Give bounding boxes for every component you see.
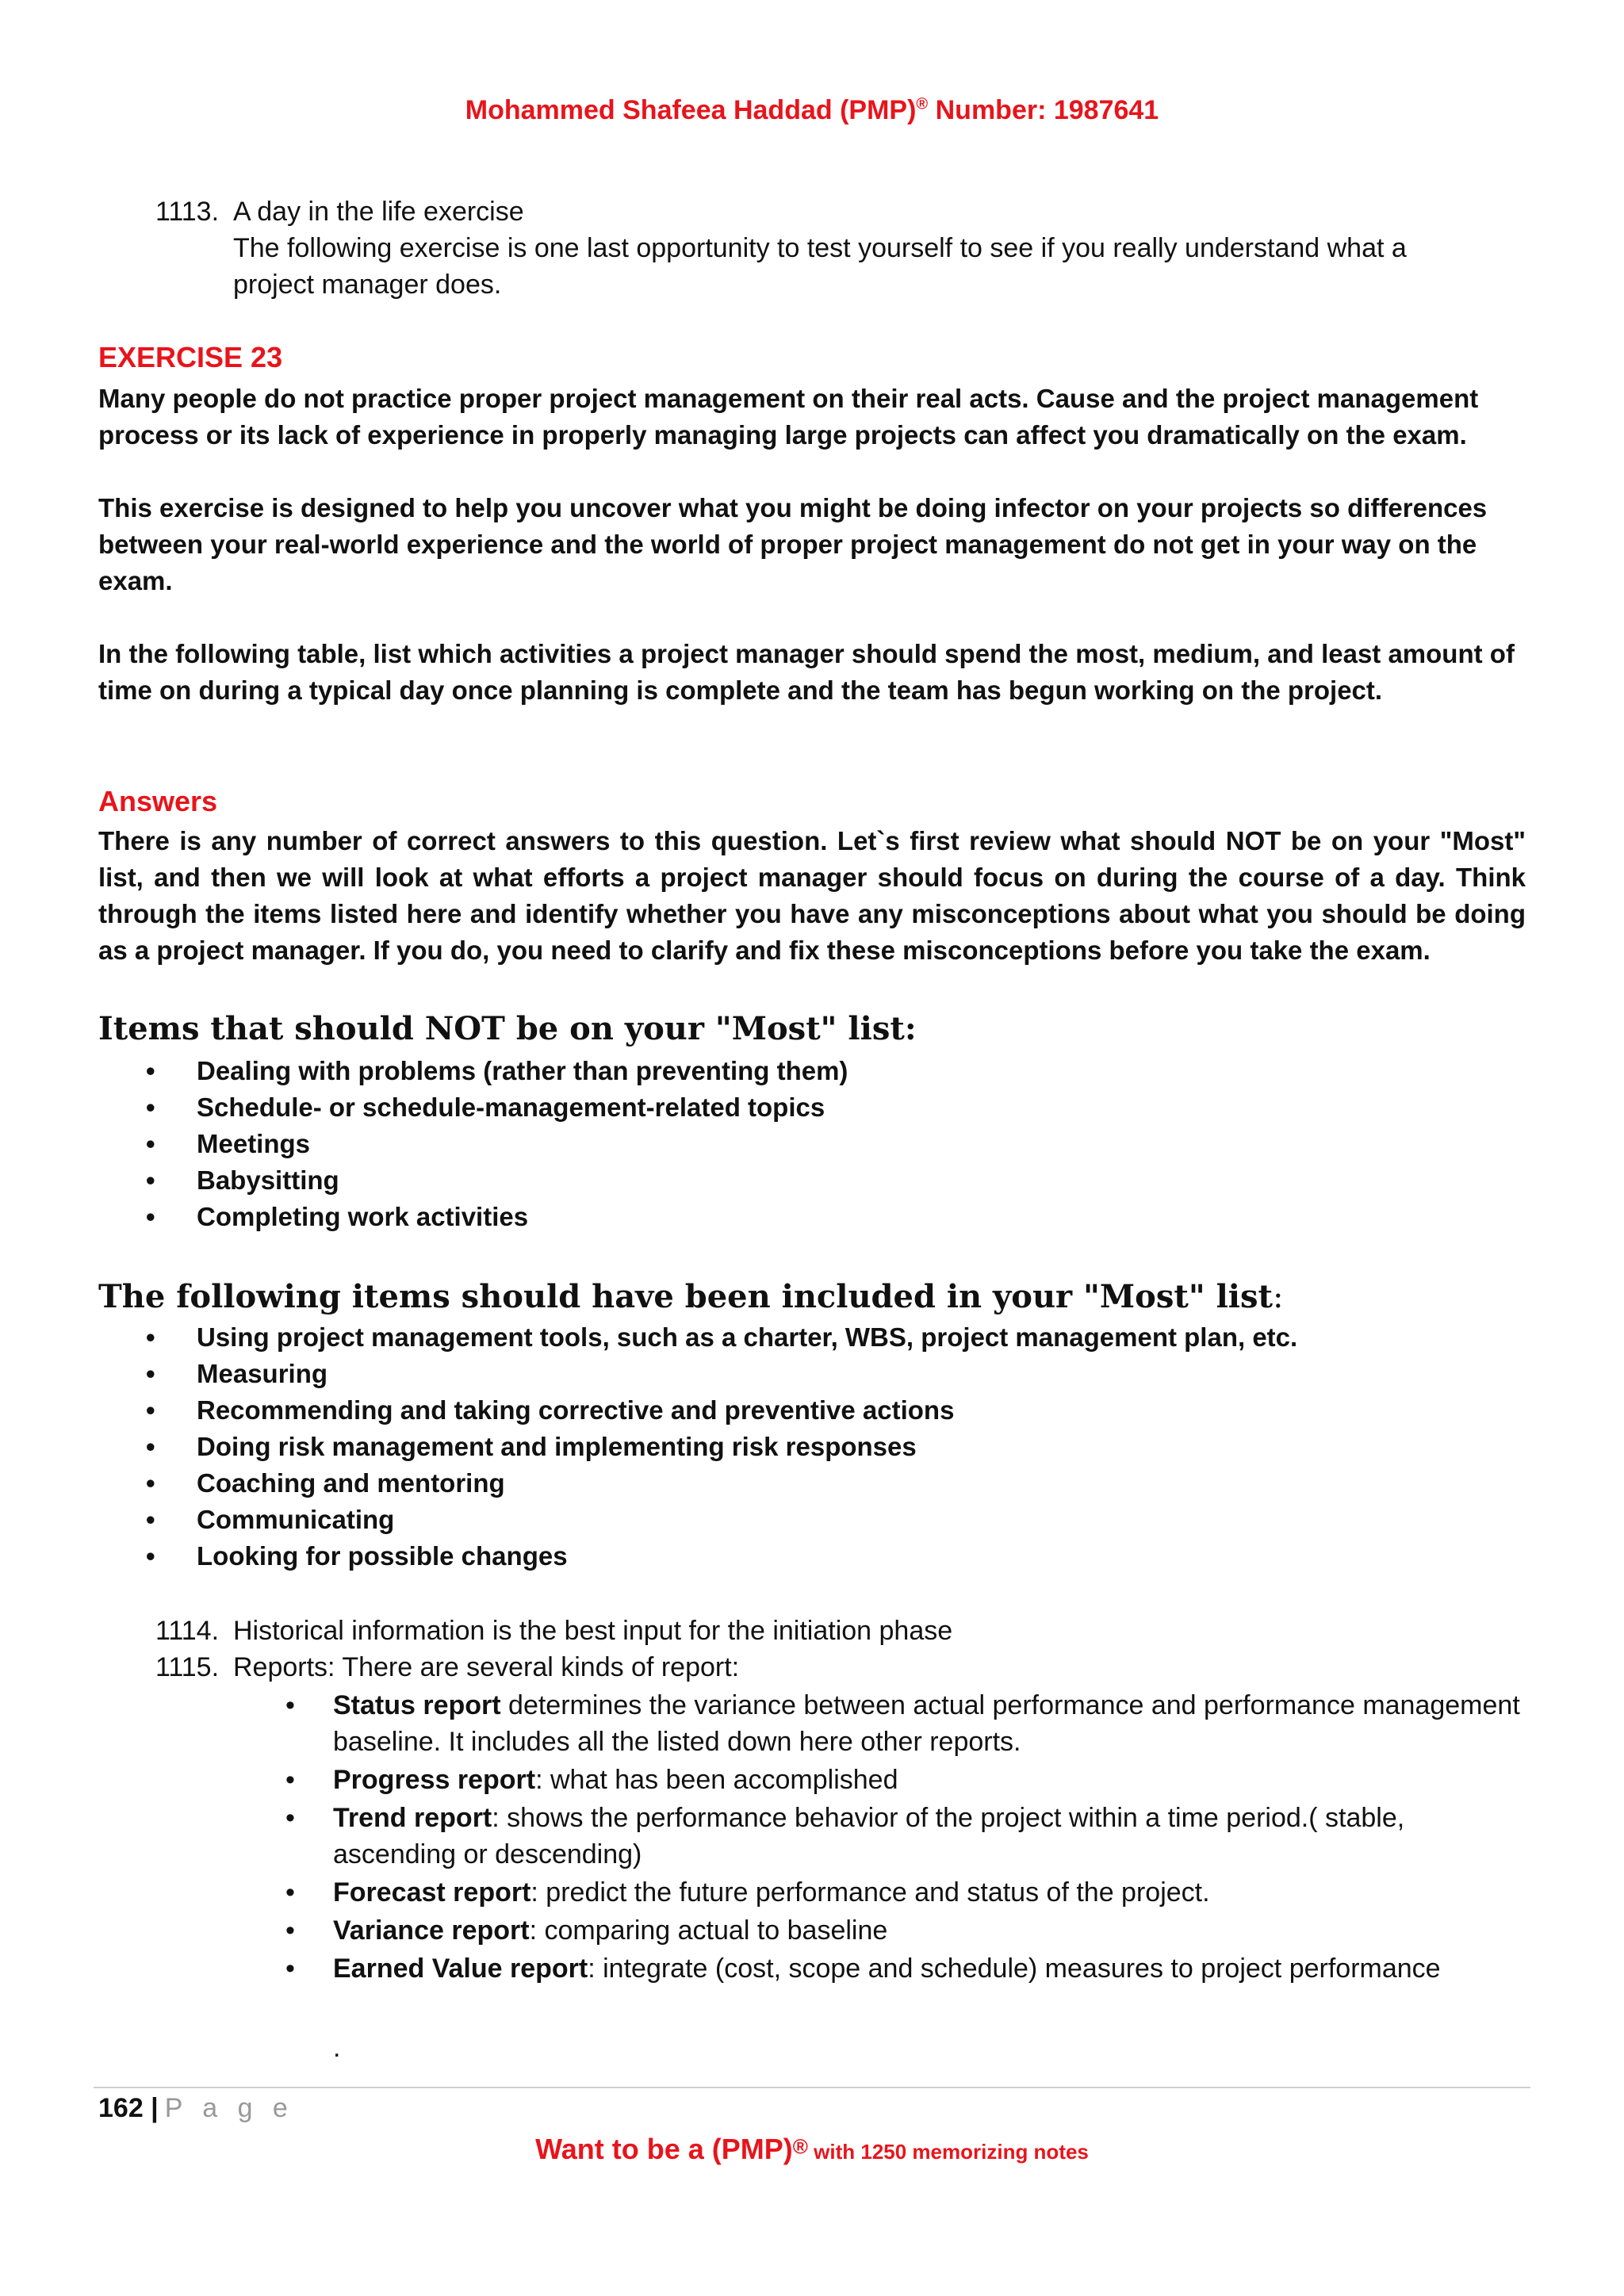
bullet-icon: •: [146, 1202, 155, 1231]
item-1115-number: 1115.: [155, 1652, 220, 1682]
bullet-icon: •: [146, 1322, 155, 1352]
item-1113-text-line2: project manager does.: [233, 270, 502, 300]
not-most-list: [98, 1053, 848, 1235]
answers-heading: Answers: [98, 785, 218, 817]
page-number: 162 | P a g e: [98, 2093, 294, 2123]
list-item: • Dealing with problems (rather than preventing them): [98, 1053, 848, 1089]
report-item: • Trend report: shows the performance behavior of the project within a time period.( stable, ascending or descending): [285, 1800, 1522, 1873]
report-item: • Earned Value report: integrate (cost, scope and schedule) measures to project performance: [285, 1950, 1522, 1987]
bullet-icon: •: [146, 1541, 155, 1571]
most-heading: The following items should have been included in your "Most" list:: [98, 1278, 1284, 1315]
bullet-icon: •: [146, 1093, 155, 1122]
bullet-icon: •: [146, 1165, 155, 1195]
exercise-heading: EXERCISE 23: [98, 341, 283, 373]
bullet-icon: •: [146, 1129, 155, 1158]
report-item: • Variance report: comparing actual to baseline: [285, 1912, 1522, 1949]
list-item: • Schedule- or schedule-management-related topics: [98, 1089, 848, 1126]
list-item: • Communicating: [98, 1502, 1297, 1538]
answers-paragraph: There is any number of correct answers to this question. Let`s first review what should NOT be on your "Most" list, and then we will look at what efforts a project manager should focus on during the course of a day. Think through the items listed here and identify whether you have any misconceptions about what you should be doing as a project manager. If you do, you need to clarify and fix these misconceptions before you take the exam.: [98, 826, 1526, 965]
bullet-icon: •: [146, 1432, 155, 1461]
item-1113-number: 1113.: [155, 197, 220, 227]
exercise-paragraph-3: In the following table, list which activities a project manager should spend the most, medium, and least amount of time on during a typical day once planning is complete and the team has begun working on the project.: [98, 639, 1515, 705]
bullet-icon: •: [285, 1915, 295, 1946]
page-header: [0, 95, 1624, 126]
exercise-paragraph-1: Many people do not practice proper project management on their real acts. Cause and the project management process or its lack of experience in properly managing large projects can affect you dramatically on the exam.: [98, 384, 1479, 450]
bullet-icon: •: [285, 1803, 295, 1833]
bullet-icon: •: [146, 1359, 155, 1388]
not-most-heading: Items that should NOT be on your "Most" list:: [98, 1010, 917, 1047]
most-list: [98, 1319, 1297, 1575]
pmp-number: Number: 1987641: [928, 95, 1159, 125]
reports-list: [285, 1687, 1522, 1988]
author-name: Mohammed Shafeea Haddad (PMP): [465, 95, 917, 125]
bullet-icon: •: [285, 1877, 295, 1908]
list-item: • Coaching and mentoring: [98, 1465, 1297, 1502]
footer-cta: Want to be a (PMP)® with 1250 memorizing notes: [535, 2133, 1089, 2165]
list-item: • Recommending and taking corrective and preventive actions: [98, 1392, 1297, 1429]
registered-mark: ®: [916, 95, 929, 113]
bullet-icon: •: [146, 1505, 155, 1534]
bullet-icon: •: [146, 1468, 155, 1498]
bullet-icon: •: [285, 1954, 295, 1984]
list-item: • Using project management tools, such as a charter, WBS, project management plan, etc.: [98, 1319, 1297, 1356]
item-1113-title: A day in the life exercise: [233, 197, 524, 227]
bullet-icon: •: [146, 1056, 155, 1085]
item-1114-text: Historical information is the best input for the initiation phase: [233, 1616, 953, 1646]
report-item: • Status report determines the variance between actual performance and performance management baseline. It includes all the listed down here other reports.: [285, 1687, 1522, 1760]
item-1115-text: Reports: There are several kinds of report:: [233, 1652, 740, 1682]
exercise-paragraph-2: This exercise is designed to help you uncover what you might be doing infector on your projects so differences between your real-world experience and the world of proper project management do not get in your way on the exam.: [98, 493, 1488, 595]
report-item: • Forecast report: predict the future performance and status of the project.: [285, 1874, 1522, 1911]
list-item: • Looking for possible changes: [98, 1538, 1297, 1575]
footer-divider: [94, 2087, 1530, 2088]
report-item: • Progress report: what has been accomplished: [285, 1762, 1522, 1798]
list-item: • Measuring: [98, 1356, 1297, 1392]
list-item: • Babysitting: [98, 1162, 848, 1199]
list-item: • Doing risk management and implementing risk responses: [98, 1429, 1297, 1465]
bullet-icon: •: [285, 1690, 295, 1720]
list-item: • Meetings: [98, 1126, 848, 1162]
bullet-icon: •: [146, 1395, 155, 1425]
trailing-dot: .: [333, 2033, 341, 2063]
item-1113-text-line1: The following exercise is one last opportunity to test yourself to see if you really understand what a: [233, 233, 1407, 263]
bullet-icon: •: [285, 1765, 295, 1795]
list-item: • Completing work activities: [98, 1199, 848, 1235]
item-1114-number: 1114.: [155, 1616, 220, 1646]
